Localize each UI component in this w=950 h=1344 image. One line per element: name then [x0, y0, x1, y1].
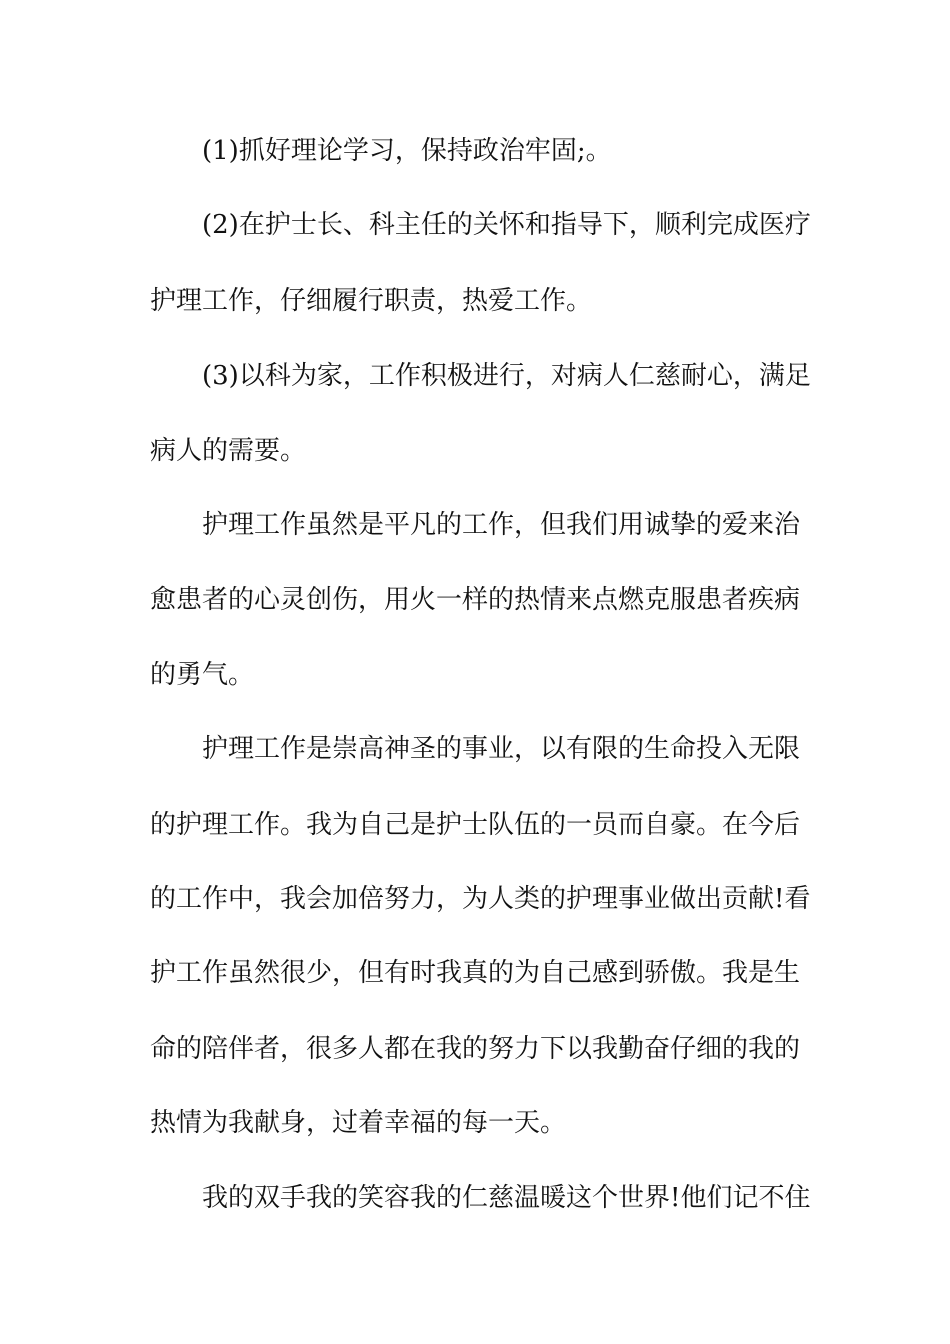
paragraph-line: 愈患者的心灵创伤，用火一样的热情来点燃克服患者疾病 — [150, 585, 801, 615]
paragraph-line: 护理工作虽然是平凡的工作，但我们用诚挚的爱来治 — [202, 510, 801, 540]
paragraph-line: (1)抓好理论学习，保持政治牢固;。 — [202, 136, 612, 166]
paragraph-line: 的勇气。 — [150, 660, 255, 690]
paragraph-line: 的工作中，我会加倍努力，为人类的护理事业做出贡献!看 — [150, 884, 811, 914]
paragraph-line: (3)以科为家，工作积极进行，对病人仁慈耐心，满足 — [202, 361, 811, 391]
paragraph-line: 命的陪伴者，很多人都在我的努力下以我勤奋仔细的我的 — [150, 1034, 801, 1064]
paragraph-line: (2)在护士长、科主任的关怀和指导下，顺利完成医疗 — [202, 210, 811, 240]
paragraph-line: 病人的需要。 — [150, 436, 307, 466]
paragraph-line: 护工作虽然很少，但有时我真的为自己感到骄傲。我是生 — [150, 958, 801, 988]
paragraph-line: 我的双手我的笑容我的仁慈温暖这个世界!他们记不住 — [202, 1183, 811, 1213]
paragraph-line: 护理工作是崇高神圣的事业，以有限的生命投入无限 — [202, 734, 801, 764]
paragraph-line: 的护理工作。我为自己是护士队伍的一员而自豪。在今后 — [150, 810, 801, 840]
paragraph-line: 热情为我献身，过着幸福的每一天。 — [150, 1108, 567, 1138]
paragraph-line: 护理工作，仔细履行职责，热爱工作。 — [150, 286, 593, 316]
